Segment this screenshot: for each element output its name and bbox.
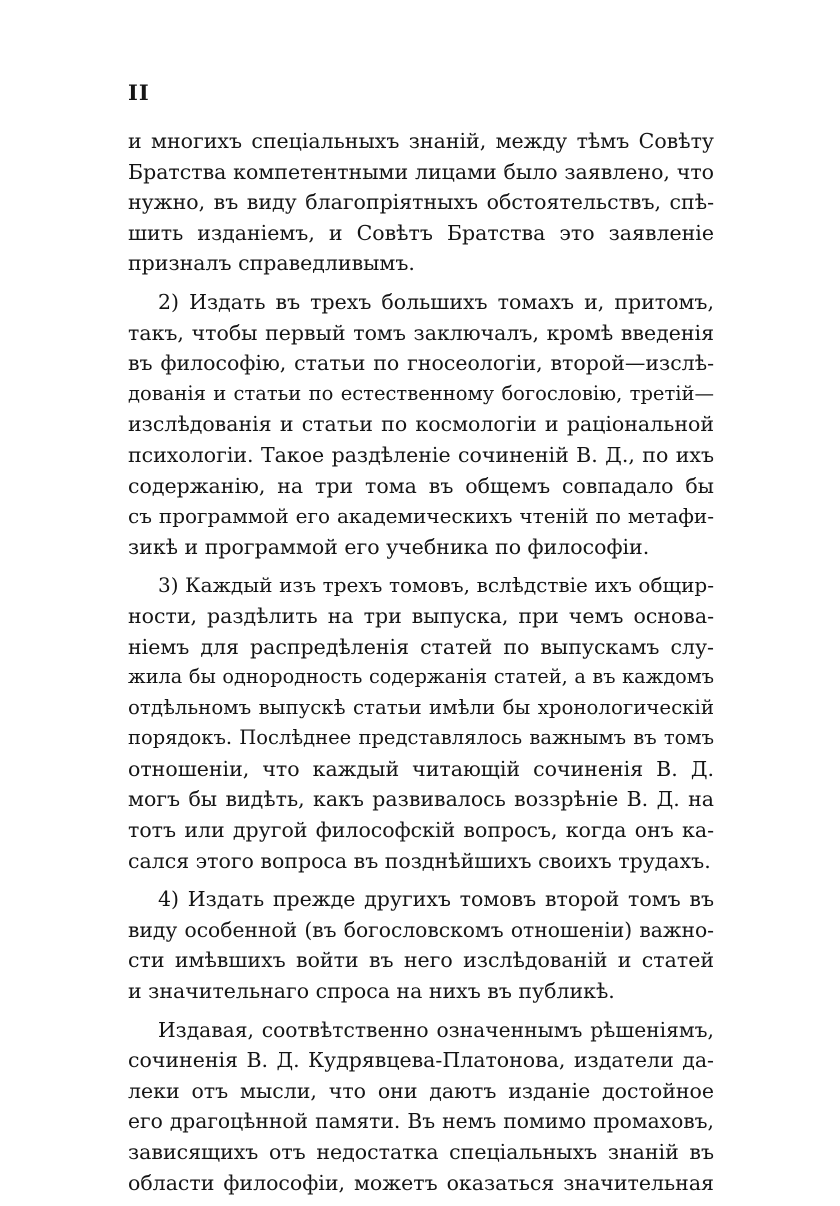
text-line: ности, раздѣлить на три выпуска, при чемъ основа- [128,603,714,628]
text-line: въ философію, статьи по гносеологіи, второй—изслѣ- [128,351,714,376]
text-line: виду особенной (въ богословскомъ отношеніи) важно- [128,917,714,942]
text-line: Издавая, соотвѣтственно означеннымъ рѣшеніямъ, [158,1017,714,1042]
paragraph-2 [128,287,714,562]
page-number: II [128,80,150,105]
text-line: ніемъ для распредѣленія статей по выпускамъ слу- [128,634,714,659]
text-line: зикѣ и программой его учебника по философіи. [128,534,650,559]
text-line: и значительнаго спроса на нихъ въ публикѣ. [128,979,615,1004]
text-line: порядокъ. Послѣднее представлялось важнымъ въ томъ [128,726,714,750]
text-line: 3) Каждый изъ трехъ томовъ, вслѣдствіе ихъ общир- [158,573,714,598]
text-line: отдѣльномъ выпускѣ статьи имѣли бы хронологическій [128,695,714,719]
text-line: 2) Издать въ трехъ большихъ томахъ и, притомъ, [158,289,714,314]
text-line: области философіи, можетъ оказаться значительная [128,1170,714,1195]
text-line: могъ бы видѣть, какъ развивалось воззрѣніе В. Д. на [128,787,714,812]
text-line: Братства компетентными лицами было заявлено, что [128,159,714,184]
text-line: зависящихъ отъ недостатка спеціальныхъ знаній въ [128,1140,714,1164]
text-line: содержанію, на три тома въ общемъ совпадало бы [128,473,714,498]
text-line: призналъ справедливымъ. [128,251,415,276]
paragraph-3 [128,570,714,876]
text-line: психологіи. Такое раздѣленіе сочиненій В. Д., по ихъ [128,442,714,467]
paragraph-4 [128,884,714,1006]
text-line: такъ, чтобы первый томъ заключалъ, кромѣ введенія [128,320,714,345]
text-line: жила бы однородность содержанія статей, а въ каждомъ [128,665,714,689]
text-line: и многихъ спеціальныхъ знаній, между тѣмъ Совѣту [128,129,714,153]
book-page [128,78,714,1206]
text-line: сочиненія В. Д. Кудрявцева-Платонова, издатели да- [128,1048,714,1073]
text-line: сти имѣвшихъ войти въ него изслѣдованій и статей [128,948,714,973]
text-line: изслѣдованія и статьи по космологіи и раціональной [128,412,714,437]
text-line: шить изданіемъ, и Совѣтъ Братства это заявленіе [128,220,714,245]
text-line: сался этого вопроса въ позднѣйшихъ своихъ трудахъ. [128,848,711,873]
text-line: съ программой его академическихъ чтеній по метафи- [128,504,714,529]
text-line: 4) Издать прежде другихъ томовъ второй томъ въ [158,887,714,912]
text-line: тотъ или другой философскій вопросъ, когда онъ ка- [128,818,714,843]
paragraph-5 [128,1015,714,1199]
text-line: его драгоцѣнной памяти. Въ немъ помимо промаховъ, [128,1109,714,1134]
text-line: дованія и статьи по естественному богословію, третій— [128,381,714,405]
text-line: леки отъ мысли, что они даютъ изданіе достойное [128,1078,714,1103]
paragraph-1 [128,126,714,279]
text-line: нужно, въ виду благопріятныхъ обстоятельствъ, спѣ- [128,190,714,215]
text-line: отношеніи, что каждый читающій сочиненія В. Д. [128,756,714,781]
